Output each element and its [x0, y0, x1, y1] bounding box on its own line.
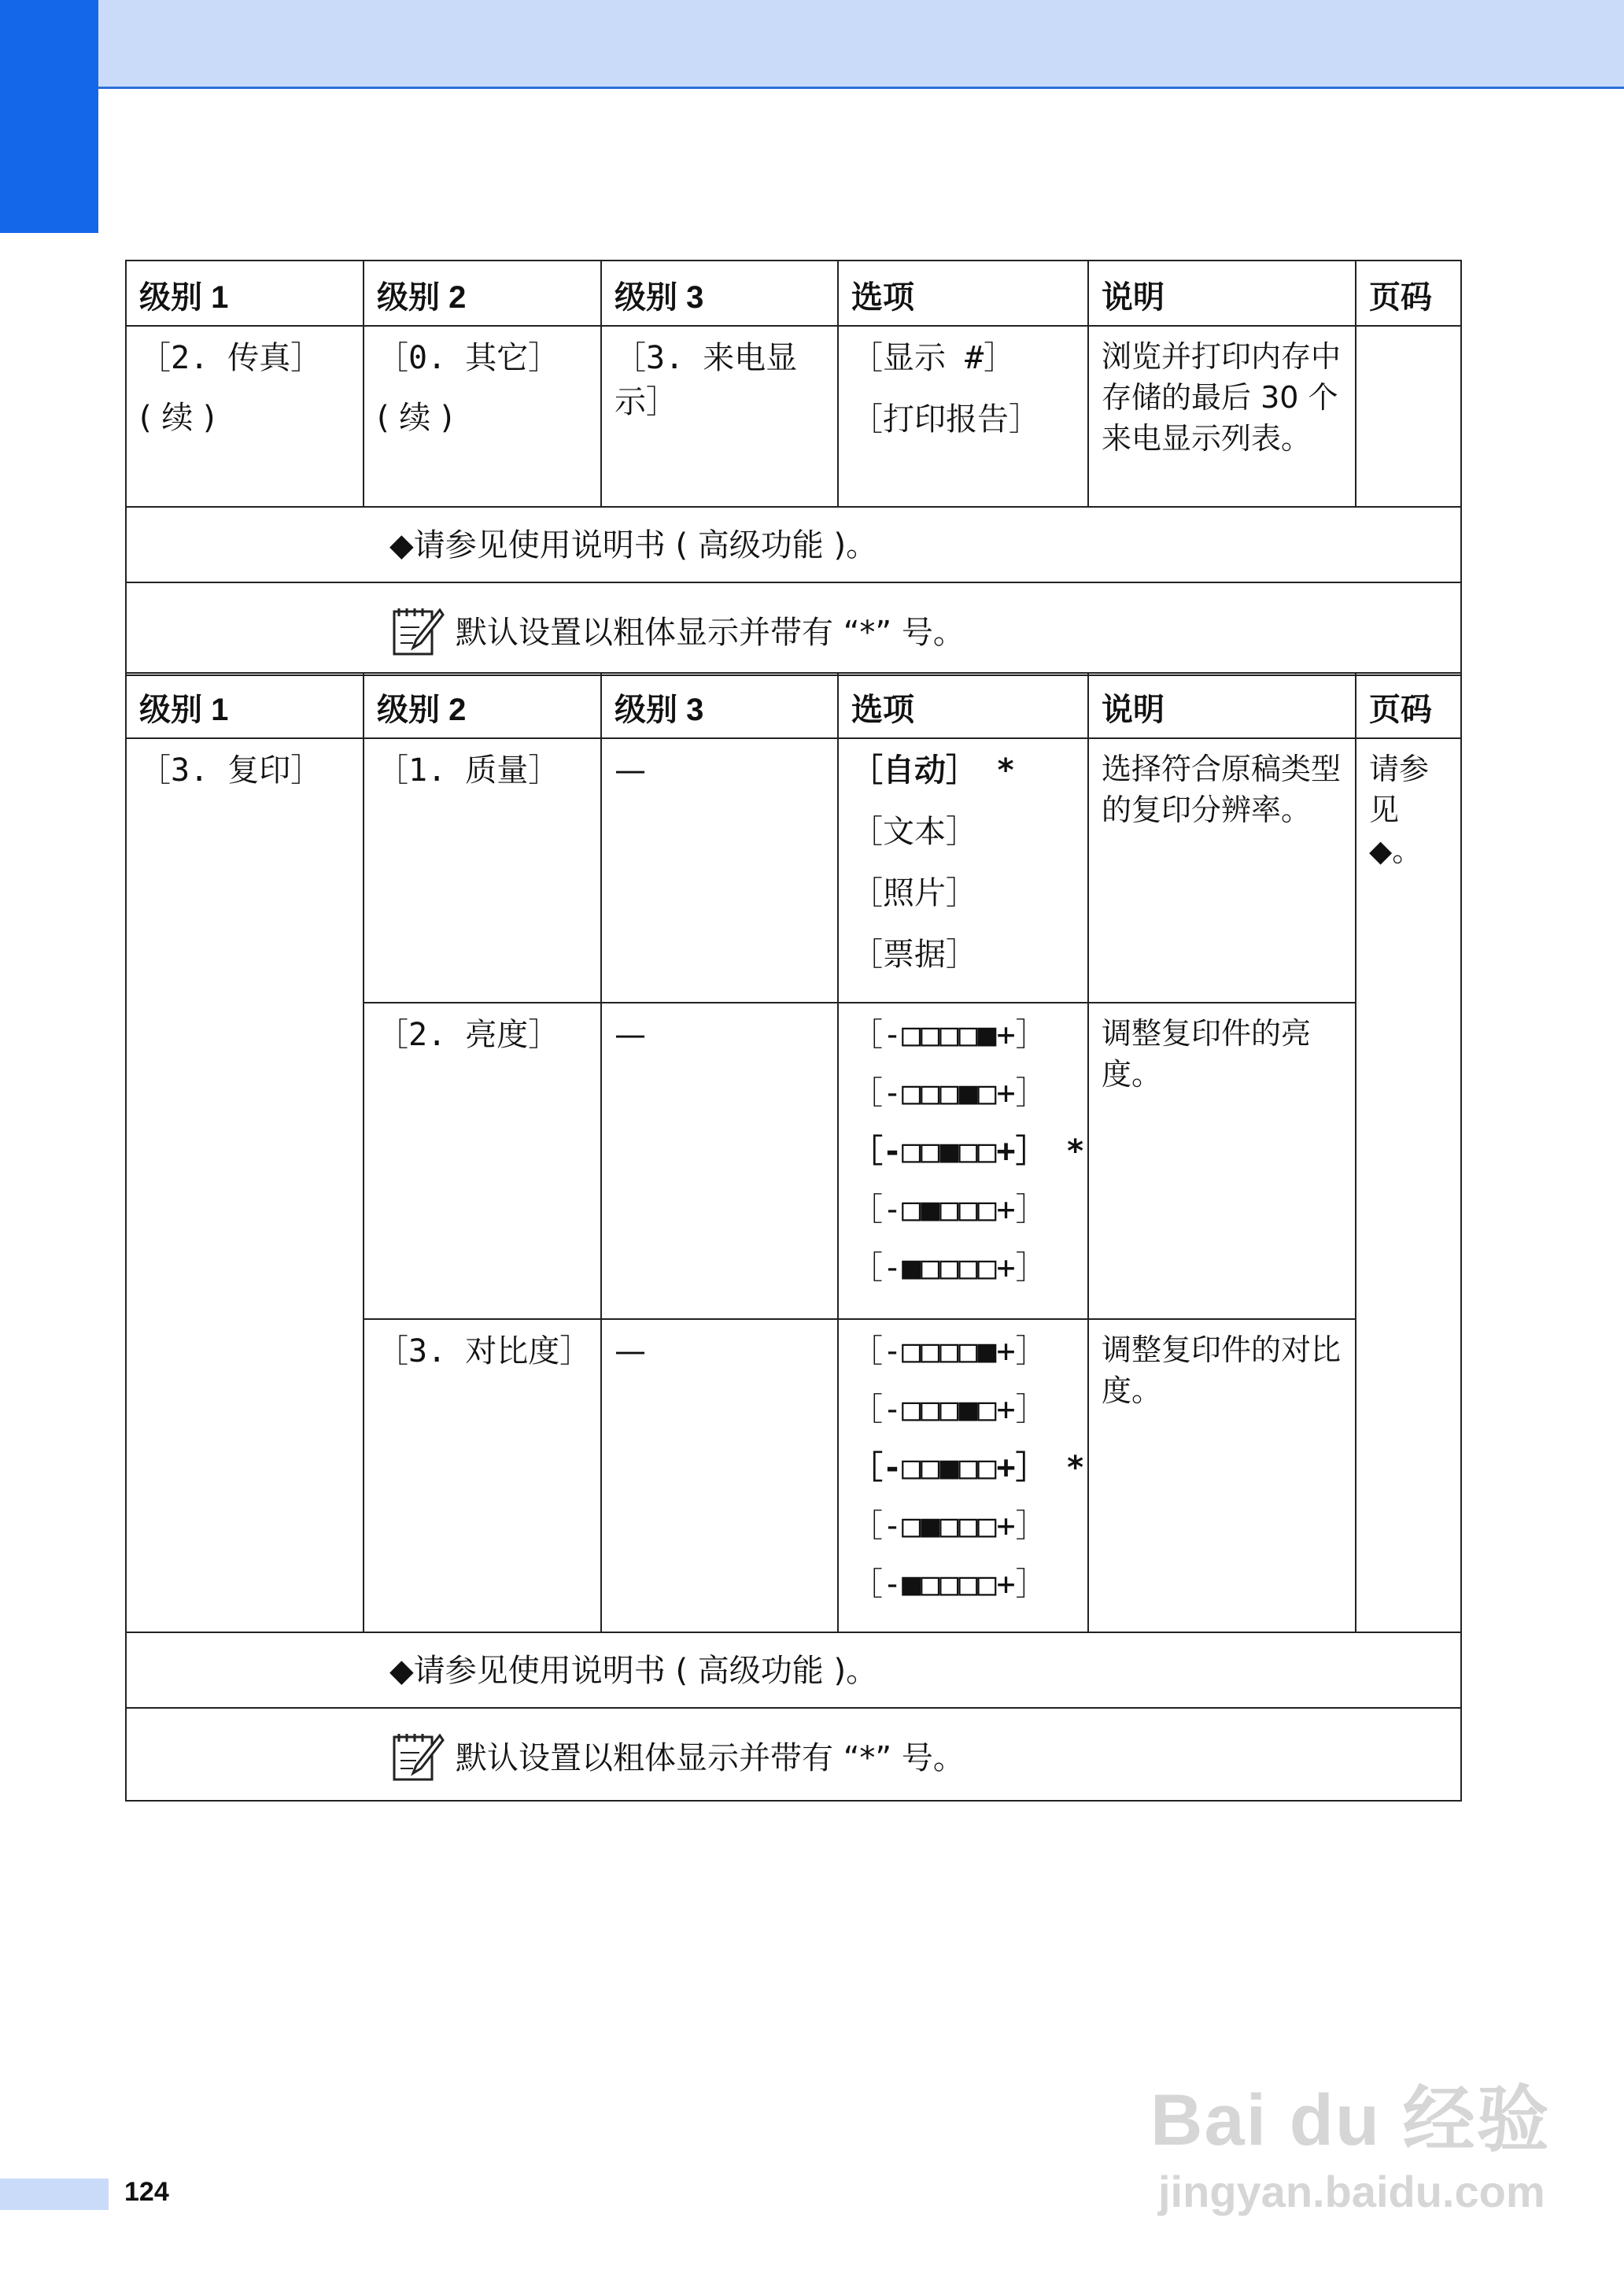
- header-page: 页码: [1356, 673, 1461, 738]
- option-contrast-2: ［-□□□■□+］: [851, 1391, 1047, 1428]
- page-number-bar: [0, 2179, 109, 2210]
- reference-note: ◆请参见使用说明书 ( 高级功能 )。: [389, 1653, 878, 1689]
- options-cell: [838, 326, 1088, 507]
- note-pad-pencil-icon: [389, 602, 445, 657]
- option-photo: ［照片］: [851, 875, 977, 911]
- level3-none: —: [615, 1333, 646, 1369]
- level2-continued: ( 续 ): [377, 400, 453, 436]
- header-level3: 级别 3: [601, 261, 838, 326]
- option-brightness-1: ［-□□□□■+］: [851, 1017, 1047, 1053]
- baidu-watermark: [1150, 2062, 1551, 2217]
- description-text: 浏览并打印内存中存储的最后 30 个来电显示列表。: [1102, 339, 1342, 456]
- table-header-row: [126, 673, 1461, 738]
- watermark-logo-text: Bai du 经验: [1150, 2080, 1551, 2160]
- header-page: 页码: [1356, 261, 1461, 326]
- header-options: 选项: [838, 673, 1088, 738]
- header-description: 说明: [1088, 261, 1356, 326]
- options-cell: [838, 1319, 1088, 1632]
- option-brightness-4: ［-□■□□□+］: [851, 1192, 1047, 1228]
- option-contrast-5: ［-■□□□□+］: [851, 1566, 1047, 1602]
- description-cell: [1088, 738, 1356, 1003]
- header-level2: 级别 2: [364, 673, 601, 738]
- header-level1: 级别 1: [126, 261, 364, 326]
- option-receipt: ［票据］: [851, 937, 977, 973]
- default-setting-note: 默认设置以粗体显示并带有 “*” 号。: [456, 614, 965, 651]
- option-contrast-4: ［-□■□□□+］: [851, 1508, 1047, 1544]
- level1-fax: ［2. 传真］: [139, 340, 323, 376]
- default-note-row: [126, 582, 1461, 675]
- description-cell: [1088, 1003, 1356, 1319]
- table-row: [126, 326, 1461, 507]
- level3-none: —: [615, 752, 646, 789]
- options-cell: [838, 1003, 1088, 1319]
- level3-cell: [601, 1319, 838, 1632]
- table-header-row: [126, 261, 1461, 326]
- page-cell: [1356, 326, 1461, 507]
- description-cell: [1088, 326, 1356, 507]
- option-brightness-2: ［-□□□■□+］: [851, 1075, 1047, 1111]
- note-pad-pencil-icon: [389, 1728, 445, 1783]
- page-number: 124: [124, 2177, 169, 2207]
- level2-cell: [364, 1319, 601, 1632]
- level2-cell: [364, 326, 601, 507]
- option-text: ［文本］: [851, 814, 977, 850]
- level3-cell: [601, 1003, 838, 1319]
- level2-quality: ［1. 质量］: [377, 752, 560, 789]
- option-brightness-5: ［-■□□□□+］: [851, 1250, 1047, 1286]
- description-text: 调整复印件的亮度。: [1102, 1016, 1312, 1092]
- description-cell: [1088, 1319, 1356, 1632]
- header-description: 说明: [1088, 673, 1356, 738]
- level3-cell: [601, 738, 838, 1003]
- header-options: 选项: [838, 261, 1088, 326]
- header-band: [0, 0, 1624, 89]
- level2-brightness: ［2. 亮度］: [377, 1017, 560, 1053]
- option-contrast-3: ［-□□■□□+］ *: [851, 1450, 1085, 1486]
- header-level2: 级别 2: [364, 261, 601, 326]
- page-cell: [1356, 738, 1461, 1632]
- option-auto: ［自动］ *: [851, 752, 1016, 789]
- level2-cell: [364, 738, 601, 1003]
- level1-copy: ［3. 复印］: [139, 752, 323, 789]
- header-level3: 级别 3: [601, 673, 838, 738]
- level3-none: —: [615, 1017, 646, 1053]
- level2-contrast: ［3. 对比度］: [377, 1333, 592, 1369]
- table-row: [126, 738, 1461, 1003]
- menu-table-copy: [125, 672, 1462, 1802]
- option-display: ［显示 #］: [851, 340, 1016, 376]
- reference-note: ◆请参见使用说明书 ( 高级功能 )。: [389, 527, 878, 564]
- description-text: 调整复印件的对比度。: [1102, 1332, 1342, 1408]
- level1-cell: [126, 738, 364, 1632]
- reference-note-row: [126, 507, 1461, 582]
- level3-cell: [601, 326, 838, 507]
- options-cell: [838, 738, 1088, 1003]
- chapter-tab: [0, 0, 98, 233]
- default-note-row: [126, 1708, 1461, 1801]
- level3-caller-id: ［3. 来电显示］: [615, 340, 798, 420]
- description-text: 选择符合原稿类型的复印分辨率。: [1102, 752, 1342, 827]
- page-reference: 请参见◆。: [1369, 752, 1430, 868]
- header-level1: 级别 1: [126, 673, 364, 738]
- level2-cell: [364, 1003, 601, 1319]
- default-setting-note: 默认设置以粗体显示并带有 “*” 号。: [456, 1739, 965, 1776]
- option-contrast-1: ［-□□□□■+］: [851, 1333, 1047, 1369]
- level2-other: ［0. 其它］: [377, 340, 560, 376]
- option-print-report: ［打印报告］: [851, 401, 1040, 438]
- level1-cell: [126, 326, 364, 507]
- option-brightness-3: ［-□□■□□+］ *: [851, 1133, 1085, 1170]
- reference-note-row: [126, 1632, 1461, 1708]
- menu-table-fax: [125, 260, 1462, 676]
- watermark-url: jingyan.baidu.com: [1158, 2167, 1545, 2216]
- level1-continued: ( 续 ): [139, 400, 216, 436]
